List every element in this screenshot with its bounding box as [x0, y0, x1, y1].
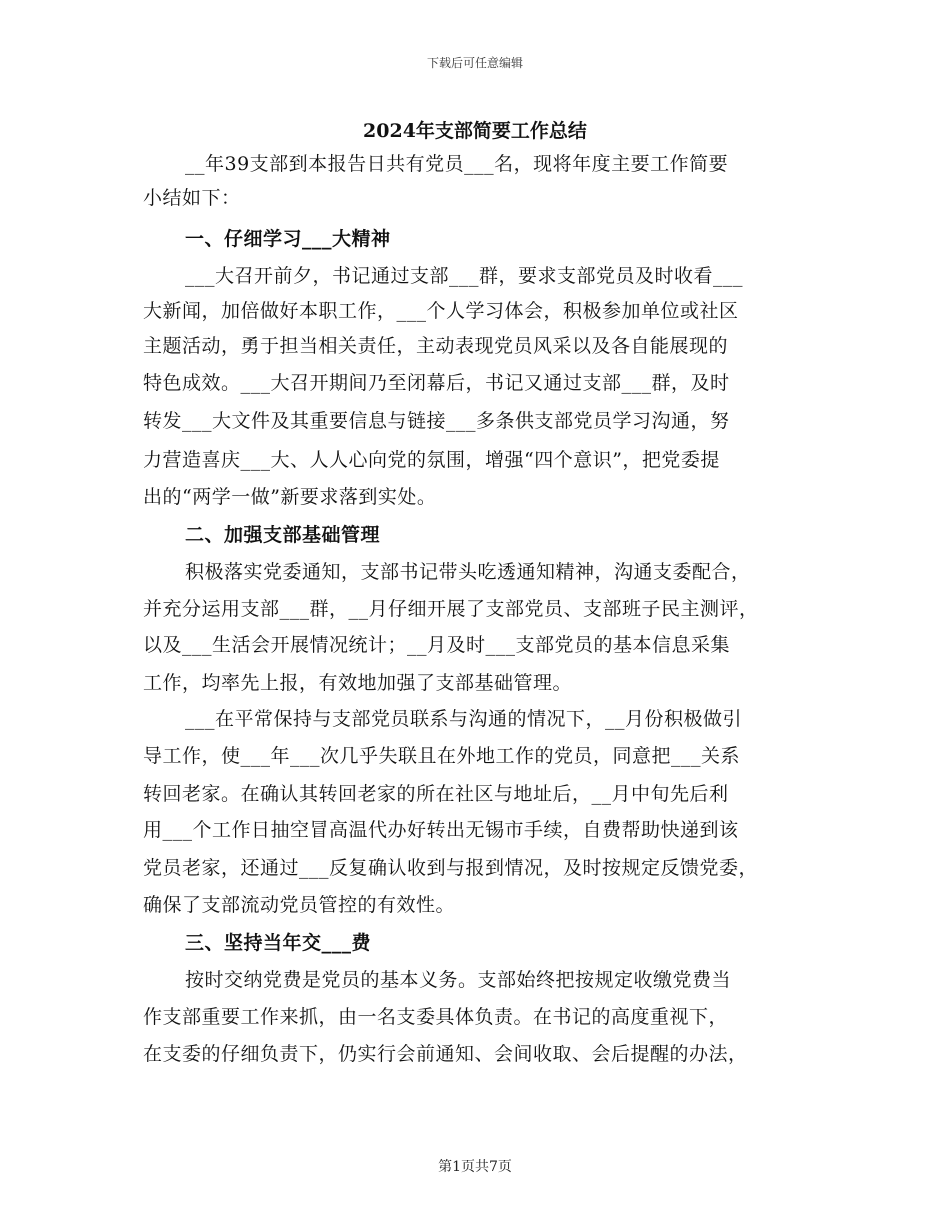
paragraph-line: ___大召开前夕，书记通过支部___群，要求支部党员及时收看___ — [185, 265, 744, 287]
document-title: 2024年支部简要工作总结 — [363, 120, 587, 142]
paragraph-line: ___在平常保持与支部党员联系与沟通的情况下，__月份积极做引 — [185, 708, 743, 730]
paragraph-line: 转回老家。在确认其转回老家的所在社区与地址后，__月中旬先后利 — [143, 783, 729, 805]
paragraph-line: 党员老家，还通过___反复确认收到与报到情况，及时按规定反馈党委， — [143, 857, 759, 879]
paragraph-line: 出的“两学一做”新要求落到实处。 — [143, 486, 437, 508]
paragraph-line: 在支委的仔细负责下，仍实行会前通知、会间收取、会后提醒的办法， — [143, 1043, 748, 1065]
paragraph-line: 用___个工作日抽空冒高温代办好转出无锡市手续，自费帮助快递到该 — [143, 819, 739, 841]
paragraph-line: 工作，均率先上报，有效地加强了支部基础管理。 — [143, 672, 573, 694]
section-heading-1: 一、仔细学习___大精神 — [185, 228, 391, 250]
paragraph-line: 导工作，使___年___次几乎失联且在外地工作的党员，同意把___关系 — [143, 745, 741, 767]
paragraph-line: 小结如下： — [143, 187, 241, 209]
paragraph-line: 大新闻，加倍做好本职工作，___个人学习体会，积极参加单位或社区 — [143, 300, 739, 322]
section-heading-3: 三、坚持当年交___费 — [185, 932, 372, 954]
paragraph-line: 确保了支部流动党员管控的有效性。 — [143, 894, 456, 916]
section-heading-2: 二、加强支部基础管理 — [185, 524, 381, 546]
paragraph-line: 转发___大文件及其重要信息与链接___多条供支部党员学习沟通，努 — [143, 410, 730, 432]
paragraph-line: __年39支部到本报告日共有党员___名，现将年度主要工作简要 — [185, 153, 729, 175]
paragraph-line: 力营造喜庆___大、人人心向党的氛围，增强“四个意识”，把党委提 — [143, 449, 720, 471]
paragraph-line: 积极落实党委通知，支部书记带头吃透通知精神，沟通支委配合， — [185, 561, 751, 583]
paragraph-line: 并充分运用支部___群，__月仔细开展了支部党员、支部班子民主测评， — [143, 598, 759, 620]
paragraph-line: 特色成效。___大召开期间乃至闭幕后，书记又通过支部___群，及时 — [143, 372, 730, 394]
page-number-footer: 第1页共7页 — [438, 1159, 512, 1175]
paragraph-line: 主题活动，勇于担当相关责任，主动表现党员风采以及各自能展现的 — [143, 335, 729, 357]
page-header-note: 下载后可任意编辑 — [426, 56, 523, 70]
paragraph-line: 作支部重要工作来抓，由一名支委具体负责。在书记的高度重视下， — [143, 1006, 729, 1028]
paragraph-line: 按时交纳党费是党员的基本义务。支部始终把按规定收缴党费当 — [185, 969, 732, 991]
paragraph-line: 以及___生活会开展情况统计；__月及时___支部党员的基本信息采集 — [143, 634, 731, 656]
